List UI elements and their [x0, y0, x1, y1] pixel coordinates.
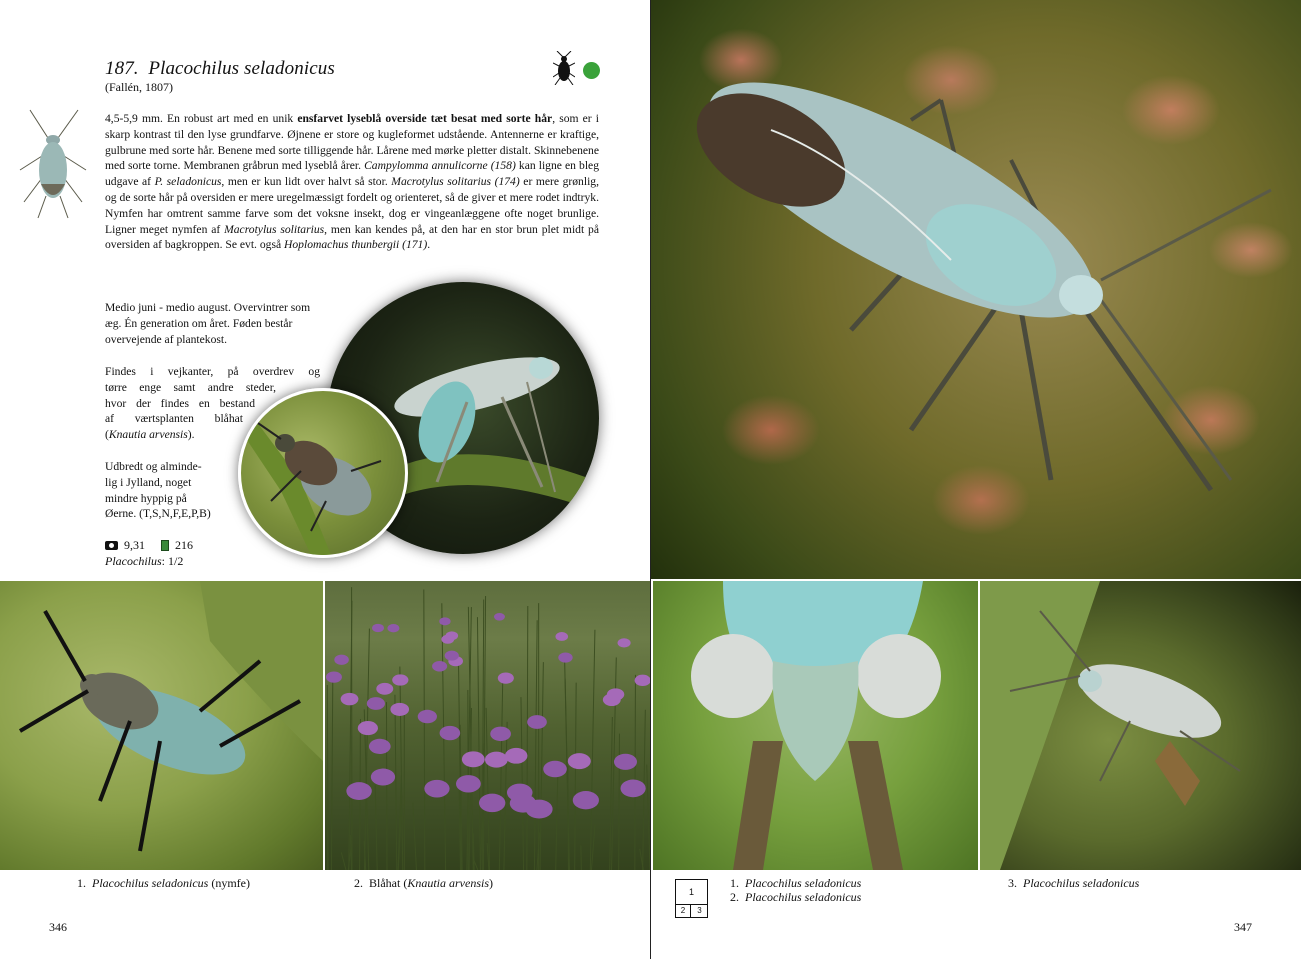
genus-count — [105, 554, 183, 569]
desc-rest2: kan ligne en bleg udgave af — [105, 159, 599, 189]
desc-rest1: , som er i skarp kontrast til den lyse grundfarve. Øjnene er store og kugleformet udstående. Antennerne er kraftige, gulbrune med sorte hår. Benene med sorte tilliggende hår. Lårene med mørke pletter distalt. Skinnebenene med sorte torne. Membranen gråbrun med lyseblå årer. — [105, 112, 599, 173]
distribution-line: Udbredt og alminde- — [105, 460, 202, 473]
habitat-line: tørre enge samt andre steder, — [105, 381, 276, 394]
phenology-line: Medio juni - medio august. Overvintrer som — [105, 301, 311, 314]
map-number: 216 — [175, 538, 193, 552]
desc-rest5: , men kan kendes på, at den har en stor brun plet midt på oversiden af bagkroppen. Se evt. også — [105, 222, 599, 252]
caption-photo-2 — [354, 876, 493, 891]
distribution-line: Øerne. (T,S,N,F,E,P,B) — [105, 507, 211, 521]
map-icon — [161, 540, 169, 551]
caption-species: Knautia arvensis — [407, 876, 489, 890]
desc-rest3: , men er kun lidt over halvt så stor. — [221, 175, 392, 189]
caption-right-1 — [730, 876, 861, 891]
caption-note: (nymfe) — [208, 876, 250, 890]
page-number-left: 346 — [49, 920, 67, 934]
habitat-paren: ( — [105, 428, 109, 441]
distribution-line: lig i Jylland, noget — [105, 475, 192, 489]
caption-species: Placochilus seladonicus — [1023, 876, 1140, 890]
habitat-host-plant: Knautia arvensis — [108, 428, 188, 441]
desc-ref2: P. seladonicus — [154, 175, 222, 189]
legend-cell-2: 2 — [676, 905, 691, 917]
caption-photo-1 — [77, 876, 250, 891]
legend-cell-1: 1 — [676, 880, 707, 905]
desc-ref3: Macrotylus solitarius (174) — [391, 175, 520, 189]
caption-number: 2. — [730, 890, 739, 904]
caption-number: 3. — [1008, 876, 1017, 890]
caption-paren: ) — [489, 876, 493, 890]
desc-ref4: Macrotylus solitarius — [224, 222, 325, 236]
distribution-line: mindre hyppig på — [105, 491, 187, 505]
caption-right-3 — [1008, 876, 1139, 891]
genus-ratio: : 1/2 — [161, 554, 184, 568]
desc-ref1: Campylomma annulicorne (158) — [364, 159, 516, 173]
habitat-line: Findes i vejkanter, på overdrev og — [105, 365, 320, 378]
desc-bold: ensfarvet lyseblå overside tæt besat med sorte hår — [297, 112, 553, 125]
caption-number: 1. — [730, 876, 739, 890]
desc-lead: 4,5-5,9 mm. En robust art med en unik — [105, 112, 298, 125]
legend-cell-3: 3 — [697, 906, 702, 915]
photo-pages: 9,31 — [124, 538, 145, 552]
caption-species: Placochilus seladonicus — [745, 876, 862, 890]
page-number-right: 347 — [1234, 920, 1252, 934]
species-author: (Fallén, 1807) — [105, 80, 173, 94]
habitat-line — [105, 427, 245, 443]
distribution-text — [105, 459, 229, 522]
genus-name: Placochilus — [105, 554, 162, 568]
habitat-line: af værtsplanten blåhat — [105, 412, 243, 425]
habitat-line: hvor der findes en bestand — [105, 397, 255, 410]
caption-species: Placochilus seladonicus — [92, 876, 209, 890]
page-divider — [650, 0, 651, 959]
caption-number: 1. — [77, 876, 86, 890]
caption-number: 2. — [354, 876, 363, 890]
photo-head-closeup — [653, 581, 978, 870]
species-name: Placochilus seladonicus — [148, 58, 335, 79]
flower-field — [325, 581, 650, 870]
photo-main-adult — [651, 0, 1301, 579]
circle-photo-nymph — [238, 388, 408, 558]
bug-icon — [553, 51, 575, 85]
species-description — [105, 111, 599, 253]
desc-ref5: Hoplomachus thunbergii (171) — [284, 238, 428, 252]
species-number: 187. — [105, 58, 139, 79]
photo-layout-legend — [675, 879, 708, 918]
phenology-line: overvejende af plantekost. — [105, 332, 228, 346]
photo-knautia-flowers — [325, 581, 650, 870]
desc-rest4: er mere grønlig, og de sorte hår på oversiden er mere uregelmæssigt fordelt og orienteret, så de giver et mere rodet indtryk. Nymfen har omtrent samme farve som det voksne insekt, dog er vingeanlæggene ofte noget brunlige. Ligner meget nymfen af — [105, 175, 599, 236]
photo-nymph — [0, 581, 323, 870]
camera-icon — [105, 541, 118, 550]
species-thumbnail — [18, 106, 88, 220]
caption-text: Blåhat ( — [369, 876, 408, 890]
desc-rest6: . — [427, 238, 431, 252]
caption-species: Placochilus seladonicus — [745, 890, 862, 904]
species-title — [105, 58, 335, 80]
phenology-line: æg. Én generation om året. Føden består — [105, 316, 293, 330]
phenology-text — [105, 300, 356, 347]
caption-right-2 — [730, 890, 861, 905]
references — [105, 538, 193, 553]
photo-adult-dorsal — [980, 581, 1301, 870]
status-dot — [583, 62, 600, 79]
habitat-paren: ). — [187, 428, 195, 441]
